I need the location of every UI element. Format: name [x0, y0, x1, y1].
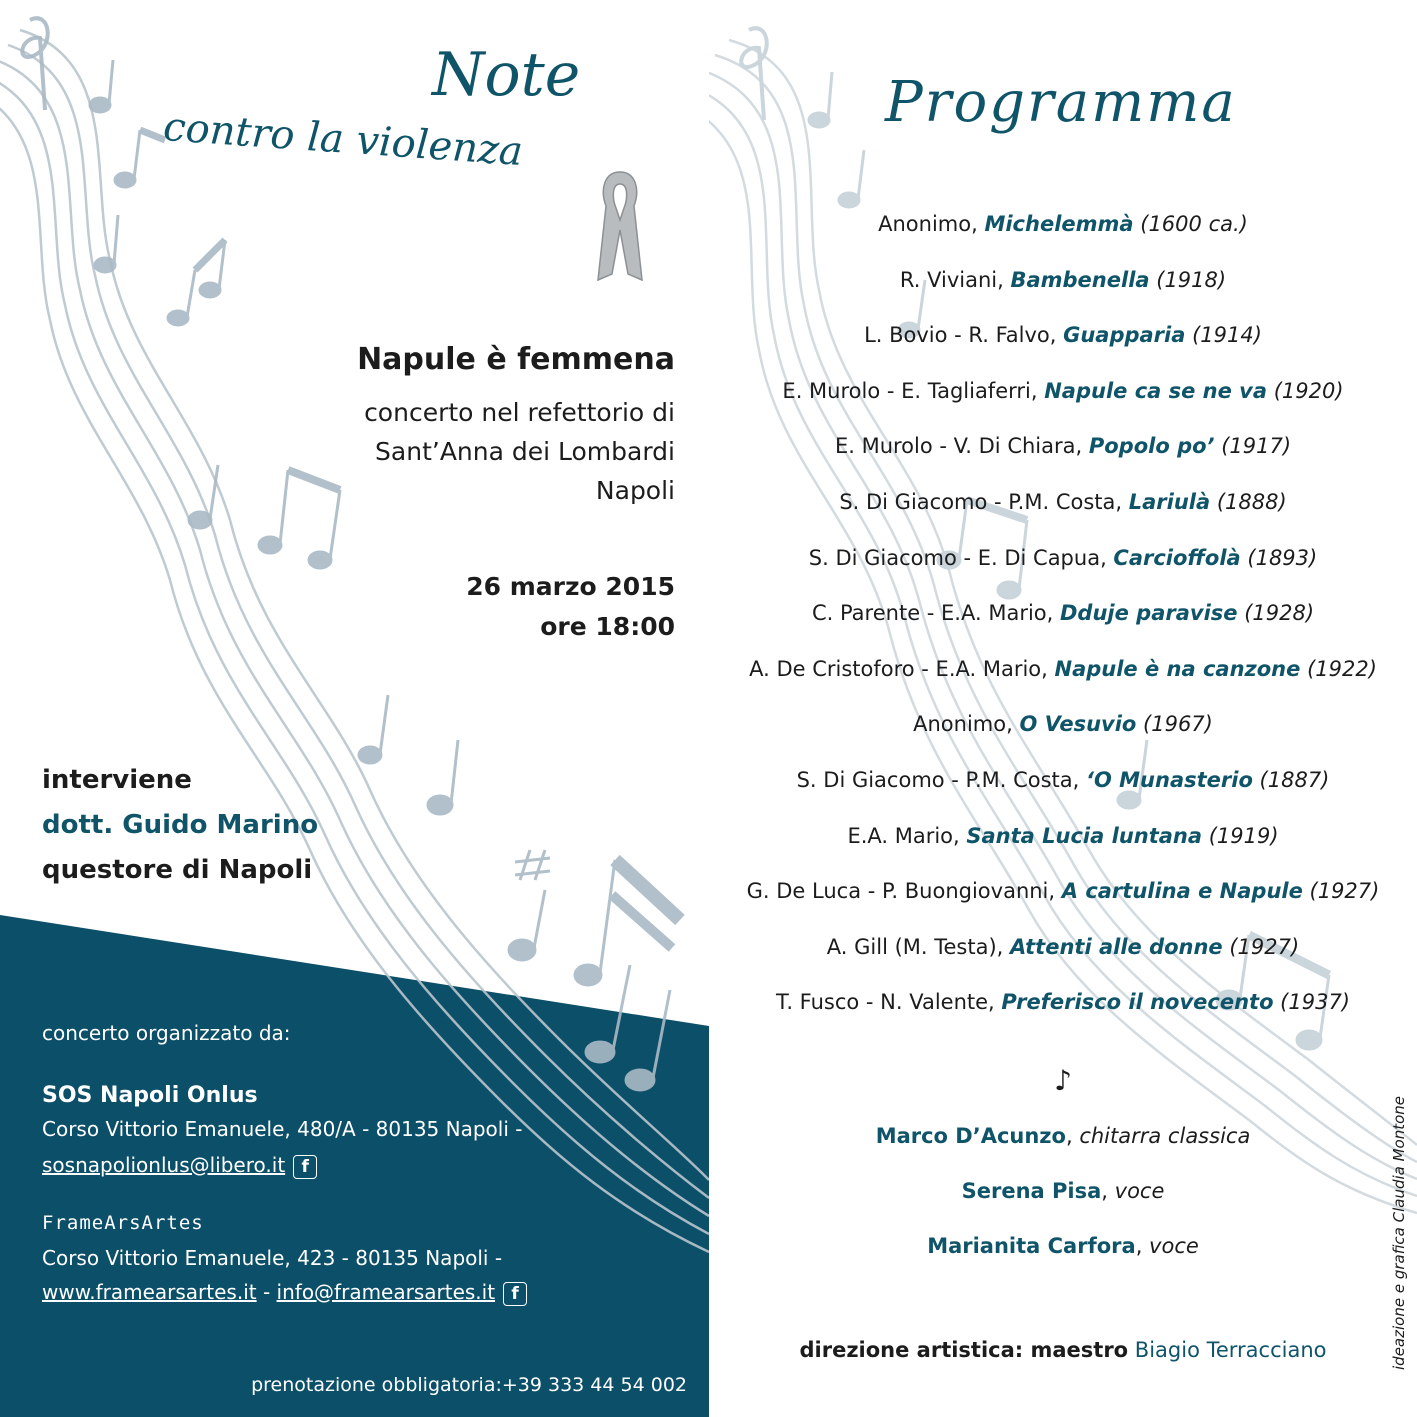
program-work-title: Dduje paravise	[1060, 601, 1238, 626]
performer-name: Marianita Carfora	[927, 1234, 1136, 1258]
program-authors: C. Parente - E.A. Mario,	[811, 601, 1060, 626]
program-authors: A. De Cristoforo - E.A. Mario,	[749, 656, 1055, 681]
program-work-title: Michelemmà	[984, 212, 1134, 236]
program-work-title: Lariulà	[1128, 490, 1211, 514]
organizer2-address: Corso Vittorio Emanuele, 423 - 80135 Napoli -	[42, 1246, 503, 1270]
event-venue-line2: Sant’Anna dei Lombardi	[375, 437, 675, 466]
organizer1-name: SOS Napoli Onlus	[42, 1083, 258, 1108]
program-year: (1919)	[1202, 823, 1279, 848]
program-authors: A. Gill (M. Testa),	[826, 934, 1011, 959]
performer-item	[709, 1124, 1417, 1148]
program-year: (1922)	[1300, 656, 1377, 681]
organizer1-email-link[interactable]: sosnapolionlus@libero.it	[42, 1153, 286, 1177]
program-work-title: O Vesuvio	[1019, 712, 1137, 737]
performer-item	[709, 1179, 1417, 1203]
program-year: (1914)	[1185, 323, 1262, 348]
awareness-ribbon-icon	[590, 168, 650, 288]
program-item	[709, 768, 1417, 792]
program-authors: S. Di Giacomo - P.M. Costa,	[796, 768, 1086, 792]
program-authors: E.A. Mario,	[847, 823, 967, 848]
program-authors: L. Bovio - R. Falvo,	[864, 323, 1064, 348]
performer-role: chitarra classica	[1079, 1124, 1251, 1148]
program-year: (1937)	[1273, 990, 1351, 1015]
organizer2-name: FrameArsArtes	[42, 1212, 204, 1234]
program-item	[709, 990, 1417, 1014]
organizer1-address: Corso Vittorio Emanuele, 480/A - 80135 Napoli -	[42, 1117, 523, 1141]
program-year: (1928)	[1237, 601, 1315, 626]
program-work-title: Popolo po’	[1088, 434, 1215, 459]
program-work-title: Napule ca se ne va	[1044, 378, 1268, 403]
performer-separator: ,	[1101, 1179, 1115, 1203]
artistic-direction	[709, 1338, 1417, 1362]
program-year: (1887)	[1252, 768, 1330, 792]
program-year: (1920)	[1267, 378, 1344, 403]
booking-info: prenotazione obbligatoria:+39 333 44 54 002	[251, 1374, 687, 1396]
program-work-title: Napule è na canzone	[1054, 656, 1301, 681]
music-note-icon: ♪	[1054, 1064, 1072, 1097]
program-item	[709, 879, 1417, 903]
program-item	[709, 268, 1417, 292]
program-authors: E. Murolo - V. Di Chiara,	[834, 434, 1089, 459]
program-authors: T. Fusco - N. Valente,	[775, 990, 1002, 1015]
organizers-lead: concerto organizzato da:	[42, 1021, 291, 1045]
program-authors: S. Di Giacomo - E. Di Capua,	[808, 545, 1114, 570]
program-work-title: Bambenella	[1010, 267, 1150, 292]
event-date: 26 marzo 2015	[466, 572, 675, 601]
program-work-title: Guapparia	[1063, 323, 1186, 348]
title-subtitle: contro la violenza	[161, 104, 525, 176]
program-item	[709, 601, 1417, 625]
performer-separator: ,	[1135, 1234, 1150, 1258]
event-venue-line1: concerto nel refettorio di	[364, 398, 675, 427]
program-year: (1927)	[1222, 934, 1300, 959]
program-year: (1600 ca.)	[1133, 212, 1248, 236]
title-note: Note	[432, 40, 581, 110]
program-year: (1888)	[1210, 490, 1287, 514]
facebook-icon[interactable]: f	[293, 1155, 317, 1179]
organizer2-website-link[interactable]: www.framearsartes.it	[42, 1280, 257, 1304]
program-work-title: Preferisco il novecento	[1001, 990, 1274, 1015]
organizer2-separator: -	[256, 1280, 277, 1304]
program-authors: E. Murolo - E. Tagliaferri,	[782, 378, 1045, 403]
event-venue-city: Napoli	[595, 476, 675, 505]
event-time: ore 18:00	[540, 612, 675, 641]
program-work-title: ‘O Munasterio	[1086, 768, 1253, 792]
program-item	[709, 490, 1417, 514]
program-year: (1967)	[1136, 712, 1213, 737]
program-item	[709, 323, 1417, 347]
program-item	[709, 212, 1417, 236]
program-item	[709, 824, 1417, 848]
program-year: (1918)	[1149, 267, 1227, 292]
program-authors: G. De Luca - P. Buongiovanni,	[746, 879, 1062, 904]
performer-role: voce	[1149, 1234, 1199, 1258]
program-work-title: A cartulina e Napule	[1061, 879, 1303, 904]
program-item	[709, 546, 1417, 570]
right-panel	[709, 0, 1417, 1417]
program-year: (1893)	[1240, 545, 1318, 570]
program-authors: R. Viviani,	[899, 267, 1011, 292]
program-authors: S. Di Giacomo - P.M. Costa,	[839, 490, 1129, 514]
direction-label: direzione artistica: maestro	[799, 1338, 1129, 1362]
director-name: Biagio Terracciano	[1128, 1338, 1327, 1362]
design-credit: ideazione e grafica Claudia Montone	[1390, 1095, 1408, 1370]
performer-separator: ,	[1065, 1124, 1080, 1148]
program-authors: Anonimo,	[878, 212, 985, 236]
program-authors: Anonimo,	[913, 712, 1020, 737]
performer-name: Serena Pisa	[961, 1179, 1102, 1203]
program-work-title: Santa Lucia luntana	[966, 823, 1203, 848]
performer-item	[709, 1234, 1417, 1258]
program-item	[709, 935, 1417, 959]
performer-role: voce	[1114, 1179, 1165, 1203]
program-item	[709, 712, 1417, 736]
organizer2-email-link[interactable]: info@framearsartes.it	[276, 1280, 496, 1304]
organizer2-contact	[42, 1280, 527, 1306]
facebook-icon[interactable]: f	[503, 1282, 527, 1306]
event-name: Napule è femmena	[357, 342, 675, 377]
guest-name: dott. Guido Marino	[42, 810, 319, 840]
program-work-title: Carcioffolà	[1113, 545, 1241, 570]
program-item	[709, 657, 1417, 681]
performer-name: Marco D’Acunzo	[875, 1124, 1066, 1148]
program-title: Programma	[885, 70, 1237, 135]
guest-role: questore di Napoli	[42, 855, 313, 885]
program-year: (1917)	[1214, 434, 1292, 459]
organizer1-contact	[42, 1153, 317, 1179]
program-work-title: Attenti alle donne	[1010, 934, 1223, 959]
guest-lead: interviene	[42, 765, 192, 795]
program-item	[709, 434, 1417, 458]
program-item	[709, 379, 1417, 403]
program-year: (1927)	[1302, 879, 1380, 904]
